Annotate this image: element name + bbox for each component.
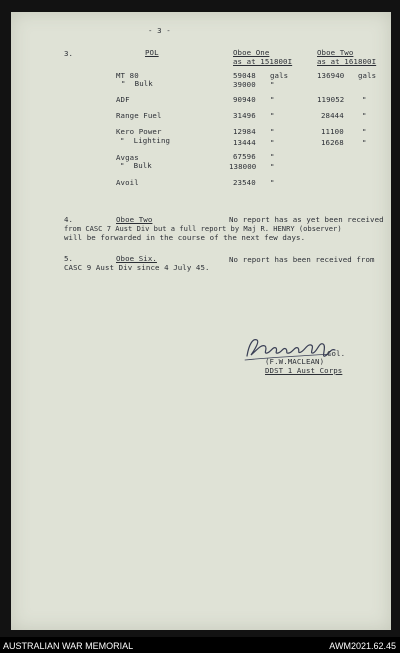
pol-row-oboe-one-unit: " [270,80,275,89]
pol-row-oboe-two-unit: " [362,111,367,120]
pol-row-label: Avgas [116,153,139,162]
pol-row-oboe-one-unit: " [270,127,275,136]
pol-row-label: " Bulk [120,161,152,170]
section-4-line-3: will be forwarded in the course of the next few days. [64,233,306,242]
pol-row-oboe-two-unit: " [362,138,367,147]
pol-row-oboe-one: 39000 [233,80,256,89]
pol-row-oboe-one-unit: " [270,178,275,187]
pol-row-label: MT 80 [116,71,139,80]
pol-row-oboe-one-unit: gals [270,71,289,80]
section-5-number: 5. [64,254,74,263]
pol-row-oboe-one-unit: " [270,111,275,120]
section-4-line-1: No report has as yet been received [229,215,384,224]
pol-row-oboe-two-unit: " [362,127,367,136]
pol-row-oboe-two-unit: " [362,95,367,104]
column-1-title: Oboe One [233,48,270,57]
page-number: - 3 - [148,26,171,35]
section-5-line-2: CASC 9 Aust Div since 4 July 45. [64,263,210,272]
pol-row-oboe-one-unit: " [270,95,275,104]
pol-row-label: ADF [116,95,130,104]
pol-row-oboe-two: 136940 [317,71,345,80]
signature-title: DDST 1 Aust Corps [265,366,343,375]
section-4-number: 4. [64,215,74,224]
pol-row-label: Kero Power [116,127,162,136]
section-4-line-2: from CASC 7 Aust Div but a full report by Maj R. HENRY (observer) [64,224,342,233]
signature-name: (F.W.MACLEAN) [265,357,325,366]
section-5-heading: Oboe Six. [116,254,157,263]
column-2-date: as at 161800I [317,57,377,66]
archive-footer [0,637,400,653]
pol-row-label: " Lighting [120,136,171,145]
pol-row-oboe-one-unit: " [270,152,275,161]
pol-row-oboe-one: 23540 [233,178,256,187]
column-1-date: as at 151800I [233,57,293,66]
pol-row-oboe-one-unit: " [270,138,275,147]
pol-row-label: Avoil [116,178,139,187]
pol-row-oboe-two: 11100 [321,127,344,136]
pol-row-oboe-two: 119052 [317,95,345,104]
pol-row-oboe-one: 13444 [233,138,256,147]
section-3-number: 3. [64,49,74,58]
pol-row-label: " Bulk [121,79,153,88]
pol-row-oboe-one: 138000 [229,162,257,171]
pol-row-oboe-two-unit: gals [358,71,377,80]
signature-rank: Col. [327,349,346,358]
section-3-heading: POL [145,48,159,57]
footer-accession-number: AWM2021.62.45 [329,641,396,651]
section-4-heading: Oboe Two [116,215,153,224]
pol-row-label: Range Fuel [116,111,162,120]
footer-institution: AUSTRALIAN WAR MEMORIAL [3,641,134,651]
pol-row-oboe-one: 67596 [233,152,256,161]
pol-row-oboe-one: 59048 [233,71,256,80]
column-2-title: Oboe Two [317,48,354,57]
pol-row-oboe-two: 28444 [321,111,344,120]
section-5-line-1: No report has been received from [229,255,375,264]
pol-row-oboe-two: 16268 [321,138,344,147]
pol-row-oboe-one: 12984 [233,127,256,136]
document-page [11,12,391,630]
pol-row-oboe-one: 90940 [233,95,256,104]
pol-row-oboe-one-unit: " [270,162,275,171]
pol-row-oboe-one: 31496 [233,111,256,120]
